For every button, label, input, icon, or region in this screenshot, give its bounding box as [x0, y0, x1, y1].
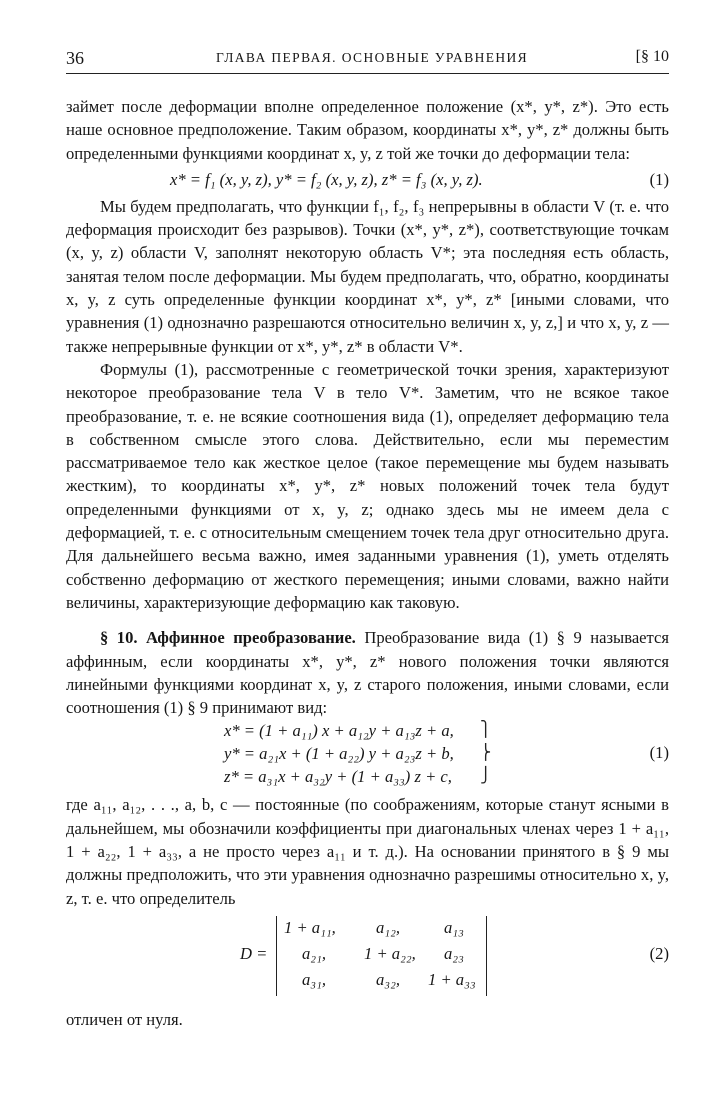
determinant-equation [66, 914, 669, 1000]
page-number: 36 [66, 48, 84, 68]
det-cell-1-1: 1 + a₁₁, [284, 917, 336, 937]
system-row-z: z* = a₃₁x + a₃₂y + (1 + a₃₃) z + c, [224, 767, 452, 787]
section-heading: § 10. Аффинное преобразование. [100, 628, 356, 648]
paragraph-continuation: займет после деформации вполне определенное положение (x*, y*, z*). Это есть наше основное предположение. Таким образом, координаты x*, y*, z* должны быть определенными функциями координат x, y, z той же точки до деформации тела: [66, 97, 669, 163]
det-cell-1-3: a₁₃ [444, 917, 464, 937]
system-row-y: y* = a₂₁x + (1 + a₂₂) y + a₂₃z + b, [224, 744, 454, 764]
chapter-title: ГЛАВА ПЕРВАЯ. ОСНОВНЫЕ УРАВНЕНИЯ [216, 50, 529, 65]
paragraph-transformation: Формулы (1), рассмотренные с геометрической точки зрения, характеризуют некоторое преобразование тела V в тело V*. Заметим, что не всякое такое преобразование, т. е. не всякие соотношения вида (1), определяет деформацию тела в собственном смысле этого слова. Действительно, если мы переместим рассматриваемое тело как жесткое целое (такое перемещение мы будем называть жестким), то координаты x*, y*, z* новых положений точек тела будут определенными функциями от x, y, z; однако здесь мы не имеем дела с деформацией, т. е. с относительным смещением точек тела друг относительно друга. Для дальнейшего весьма важно, имея заданными уравнения (1), уметь отделять собственно деформацию от жесткого перемещения; иными словами, важно найти величины, характеризующие деформацию как таковую. [66, 359, 669, 612]
det-cell-1-2: a₁₂, [376, 917, 400, 937]
system-row-x: x* = (1 + a₁₁) x + a₁₂y + a₁₃z + a, [224, 721, 454, 741]
running-header [66, 48, 669, 70]
det-cell-2-2: 1 + a₂₂, [364, 943, 416, 963]
determinant-right-bar [486, 916, 487, 996]
det-cell-2-1: a₂₁, [302, 943, 326, 963]
det-cell-3-3: 1 + a₃₃ [428, 969, 476, 989]
section-intro: Преобразование вида (1) § 9 называется аффинным, если координаты x*, y*, z* нового положения точки являются линейными функциями координат x, y, z старого положения, иными словами, если соотношения (1) § 9 принимают вид: [66, 628, 670, 718]
right-brace: ⎫ ⎬ ⎭ [480, 722, 492, 785]
section-10 [66, 626, 669, 719]
equation-1 [66, 165, 669, 195]
closing-line: отличен от нуля. [66, 1009, 183, 1029]
book-page [66, 48, 670, 1029]
section-reference: [§ 10 [635, 48, 669, 65]
equation-1-text: x* = f₁ (x, y, z), y* = f₂ (x, y, z), z* = f₃ (x, y, z). [170, 169, 483, 189]
det-cell-3-1: a₃₁, [302, 969, 326, 989]
affine-system [66, 721, 669, 793]
page-body [66, 95, 669, 1031]
determinant-left-bar [276, 916, 277, 996]
determinant-number: (2) [649, 943, 669, 963]
paragraph-continuity: Мы будем предполагать, что функции f₁, f₂, f₃ непрерывны в области V (т. е. что деформация происходит без разрывов). Точки (x*, y*, z*), соответствующие точкам (x, y, z) области V, заполнят некоторую область V*; эта последняя есть область, занятая телом после деформации. Мы будем предполагать, что, обратно, координаты x, y, z суть определенные функции координат x*, y*, z* [иными словами, что уравнения (1) однозначно разрешаются относительно величин x, y, z,] и что x, y, z — также непрерывные функции от x*, y*, z* в области V*. [66, 196, 669, 356]
equation-1-number: (1) [649, 169, 669, 189]
header-rule [66, 73, 669, 74]
det-cell-3-2: a₃₂, [376, 969, 400, 989]
det-cell-2-3: a₂₃ [444, 943, 464, 963]
paragraph-constants: где a₁₁, a₁₂, . . ., a, b, c — постоянные (по соображениям, которые станут ясными в дальнейшем, мы обозначили коэффициенты при диагональных членах через 1 + a₁₁, 1 + a₂₂, 1 + a₃₃, а не просто через a₁₁ и т. д.). На основании принятого в § 9 мы должны предположить, что эти уравнения однозначно разрешимы относительно x, y, z, т. е. что определитель [66, 795, 669, 908]
system-number: (1) [649, 743, 669, 763]
determinant-lhs: D = [240, 943, 268, 963]
